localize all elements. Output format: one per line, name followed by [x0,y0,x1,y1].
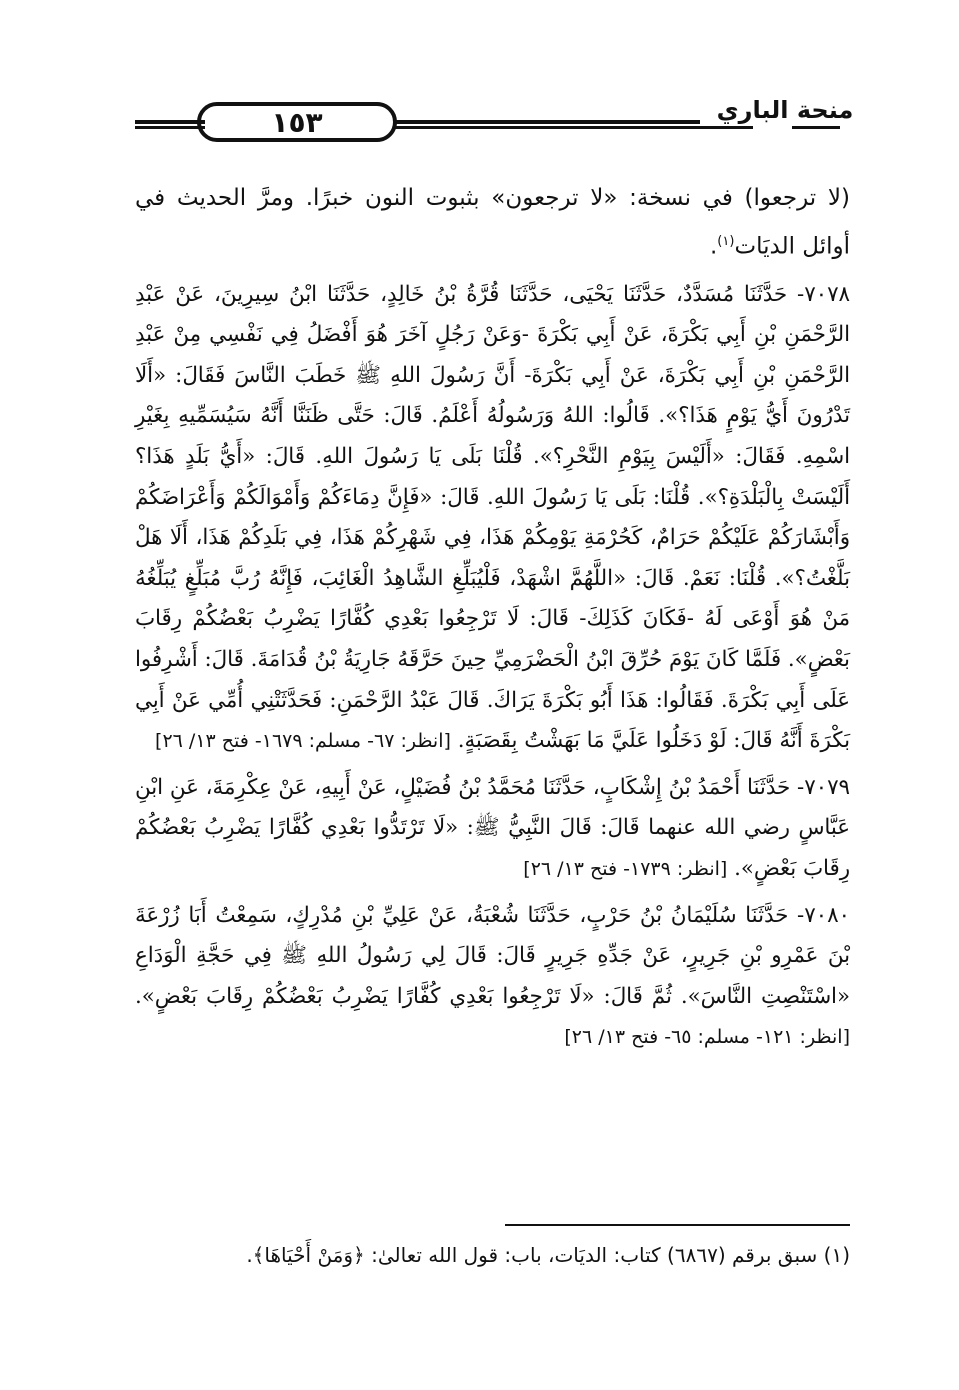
footnote-separator [505,1224,850,1226]
hadith-text: حَدَّثَنَا أَحْمَدُ بْنُ إِشْكَابٍ، حَدَّثَنَا مُحَمَّدُ بْنُ فُضَيْلٍ، عَنْ أَبِيهِ، عَنْ عِكْرِمَةَ، عَنِ ابْنِ عَبَّاسٍ رضي الله عنهما قَالَ: قَالَ النَّبِيُّ ﷺ: «لَا تَرْتَدُّوا بَعْدِي كُفَّارًا يَضْرِبُ بَعْضُكُمْ رِقَابَ بَعْضٍ». [135,774,850,881]
hadith-number: ٧٠٨٠- [797,902,850,928]
page-number: ١٥٣ [197,102,397,142]
hadith-reference: [انظر: ٦٧- مسلم: ١٦٧٩- فتح ١٣/ ٢٦] [155,730,451,753]
header-rule-left [135,120,205,126]
intro-text-end: . [709,233,718,260]
book-title: منحة الباري [700,96,870,124]
hadith-reference: [انظر: ١٢١- مسلم: ٦٥- فتح ١٣/ ٢٦] [564,1026,850,1049]
footnote-marker: (١) [717,234,735,249]
page-header [135,96,854,152]
hadith-7079 [135,768,850,890]
hadith-text: حَدَّثَنَا مُسَدَّدٌ، حَدَّثَنَا يَحْيَى، حَدَّثَنَا قُرَّةُ بْنُ خَالِدٍ، حَدَّثَنَا ابْنُ سِيرِينَ، عَنْ عَبْدِ الرَّحْمَنِ بْنِ أَبِي بَكْرَةَ، عَنْ أَبِي بَكْرَةَ -وَعَنْ رَجُلٍ آخَرَ هُوَ أَفْضَلُ فِي نَفْسِي مِنْ عَبْدِ الرَّحْمَنِ بْنِ أَبِي بَكْرَةَ، عَنْ أَبِي بَكْرَةَ- أَنَّ رَسُولَ اللهِ ﷺ خَطَبَ النَّاسَ فَقَالَ: «أَلَا تَدْرُونَ أَيُّ يَوْمٍ هَذَا؟». قَالُوا: اللهُ وَرَسُولُهُ أَعْلَمُ. قَالَ: حَتَّى ظَنَنَّا أَنَّهُ سَيُسَمِّيهِ بِغَيْرِ اسْمِهِ. فَقَالَ: «أَلَيْسَ بِيَوْمِ النَّحْرِ؟». قُلْنَا بَلَى يَا رَسُولَ اللهِ. قَالَ: «أَيُّ بَلَدٍ هَذَا؟ أَلَيْسَتْ بِالْبَلْدَةِ؟». قُلْنَا: بَلَى يَا رَسُولَ اللهِ. قَالَ: «فَإِنَّ دِمَاءَكُمْ وَأَمْوَالَكُمْ وَأَعْرَاضَكُمْ وَأَبْشَارَكُمْ عَلَيْكُمْ حَرَامٌ، كَحُرْمَةِ يَوْمِكُمْ هَذَا، فِي شَهْرِكُمْ هَذَا، فِي بَلَدِكُمْ هَذَا، أَلَا هَلْ بَلَّغْتُ؟». قُلْنَا: نَعَمْ. قَالَ: «اللَّهُمَّ اشْهَدْ، فَلْيُبَلِّغِ الشَّاهِدُ الْغَائِبَ، فَإِنَّهُ رُبَّ مُبَلِّغٍ يُبَلِّغُهُ مَنْ هُوَ أَوْعَى لَهُ -فَكَانَ كَذَلِكَ- قَالَ: لَا تَرْجِعُوا بَعْدِي كُفَّارًا يَضْرِبُ بَعْضُكُمْ رِقَابَ بَعْضٍ». فَلَمَّا كَانَ يَوْمَ حُرِّقَ ابْنُ الْحَضْرَمِيِّ حِينَ حَرَّقَهُ جَارِيَةُ بْنُ قُدَامَةَ. قَالَ: أَشْرِفُوا عَلَى أَبِي بَكْرَةَ. فَقَالُوا: هَذَا أَبُو بَكْرَةَ يَرَاكَ. قَالَ عَبْدُ الرَّحْمَنِ: فَحَدَّثَتْنِي أُمِّي عَنْ أَبِي بَكْرَةَ أَنَّهُ قَالَ: لَوْ دَخَلُوا عَلَيَّ مَا بَهَشْتُ بِقَصَبَةٍ. [135,281,850,754]
hadith-reference: [انظر: ١٧٣٩- فتح ١٣/ ٢٦] [523,857,728,880]
footnote: (١) سبق برقم (٦٨٦٧) كتاب: الديَات، باب: قول الله تعالىٰ: ﴿وَمَنْ أَحْيَاهَا﴾. [246,1243,850,1267]
main-text [135,176,850,1064]
intro-note [135,176,850,269]
hadith-7078 [135,275,850,762]
hadith-number: ٧٠٧٩- [797,774,850,800]
hadith-7080 [135,896,850,1058]
header-rule-middle [393,120,753,126]
hadith-number: ٧٠٧٨- [797,281,850,307]
intro-text: (لا ترجعوا) في نسخة: «لا ترجعون» بثبوت النون خبرًا. ومرَّ الحديث في أوائل الديَات [135,185,850,260]
hadith-text: حَدَّثَنَا سُلَيْمَانُ بْنُ حَرْبٍ، حَدَّثَنَا شُعْبَةُ، عَنْ عَلِيِّ بْنِ مُدْرِكٍ، سَمِعْتُ أَبَا زُرْعَةَ بْنَ عَمْرِو بْنِ جَرِيرٍ، عَنْ جَدِّهِ جَرِيرٍ قَالَ: قَالَ لِي رَسُولُ اللهِ ﷺ فِي حَجَّةِ الْوَدَاعِ «اسْتَنْصِتِ النَّاسَ». ثُمَّ قَالَ: «لَا تَرْجِعُوا بَعْدِي كُفَّارًا يَضْرِبُ بَعْضُكُمْ رِقَابَ بَعْضٍ». [135,902,850,1009]
